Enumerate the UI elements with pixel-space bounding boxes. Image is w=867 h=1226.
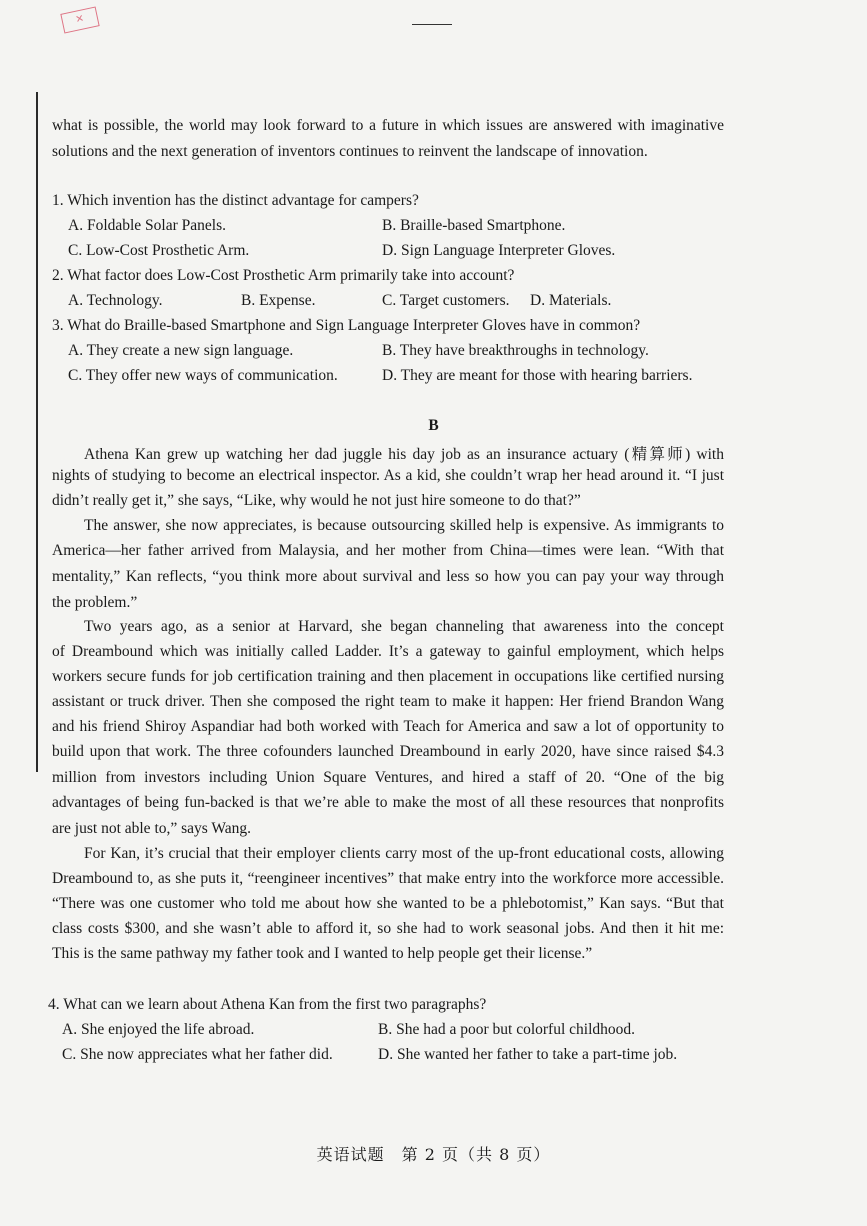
paragraph-line: mentality,” Kan reflects, “you think more about survival and less so how you can pay your way through bbox=[52, 568, 724, 585]
q4-option-a: A. She enjoyed the life abroad. bbox=[62, 1021, 255, 1038]
paragraph-line: million from investors including Union Square Ventures, and hired a staff of 20. “One of the big bbox=[52, 769, 724, 786]
paragraph-line: assistant or truck driver. Then she composed the right team to make it happen: Her friend Brandon Wang bbox=[52, 693, 724, 710]
q2-option-d: D. Materials. bbox=[530, 292, 612, 309]
q3-option-b: B. They have breakthroughs in technology. bbox=[382, 342, 649, 359]
question-2: 2. What factor does Low-Cost Prosthetic Arm primarily take into account? bbox=[52, 267, 515, 284]
q4-option-c: C. She now appreciates what her father did. bbox=[62, 1046, 333, 1063]
paragraph-line: advantages of being fun-backed is that we’re able to make the most of all these resources that nonprofits bbox=[52, 794, 724, 811]
q1-option-d: D. Sign Language Interpreter Gloves. bbox=[382, 242, 616, 259]
red-stamp-mark: ✕ bbox=[60, 6, 99, 33]
q1-option-b: B. Braille-based Smartphone. bbox=[382, 217, 566, 234]
question-4: 4. What can we learn about Athena Kan from the first two paragraphs? bbox=[48, 996, 487, 1013]
q4-option-b: B. She had a poor but colorful childhood. bbox=[378, 1021, 635, 1038]
paragraph-line: “There was one customer who told me about how she wanted to be a phlebotomist,” Kan says. “But that bbox=[52, 895, 724, 912]
section-heading: B bbox=[428, 417, 439, 434]
paragraph-line: The answer, she now appreciates, is because outsourcing skilled help is expensive. As immigrants to bbox=[84, 517, 724, 534]
paragraph-line: of Dreambound which was initially called Ladder. It’s a gateway to gainful employment, which helps bbox=[52, 643, 724, 660]
q2-option-b: B. Expense. bbox=[241, 292, 316, 309]
paragraph-line: and his friend Shiroy Aspandiar had both worked with Teach for America and saw a lot of opportunity to bbox=[52, 718, 724, 735]
paragraph-line: the problem.” bbox=[52, 594, 138, 611]
q3-option-d: D. They are meant for those with hearing barriers. bbox=[382, 367, 693, 384]
paragraph-line: Two years ago, as a senior at Harvard, she began channeling that awareness into the concept bbox=[84, 618, 724, 635]
q3-option-a: A. They create a new sign language. bbox=[68, 342, 294, 359]
paragraph-line: workers secure funds for job certification training and then placement in occupations like certified nursing bbox=[52, 668, 724, 685]
top-mark bbox=[412, 24, 452, 25]
question-3: 3. What do Braille-based Smartphone and Sign Language Interpreter Gloves have in common? bbox=[52, 317, 641, 334]
question-1: 1. Which invention has the distinct advantage for campers? bbox=[52, 192, 419, 209]
q1-option-a: A. Foldable Solar Panels. bbox=[68, 217, 226, 234]
q1-option-c: C. Low-Cost Prosthetic Arm. bbox=[68, 242, 250, 259]
q3-option-c: C. They offer new ways of communication. bbox=[68, 367, 338, 384]
paragraph-line: are just not able to,” says Wang. bbox=[52, 820, 252, 837]
paragraph-line: America—her father arrived from Malaysia, and her mother from China—times were lean. “With that bbox=[52, 542, 724, 559]
q2-option-a: A. Technology. bbox=[68, 292, 163, 309]
page-footer: 英语试题 第 2 页（共 8 页） bbox=[316, 1145, 551, 1164]
paragraph-line: nights of studying to become an electrical inspector. As a kid, she couldn’t wrap her head around it. “I just bbox=[52, 467, 724, 484]
q4-option-d: D. She wanted her father to take a part-time job. bbox=[378, 1046, 678, 1063]
intro-line: what is possible, the world may look forward to a future in which issues are answered with imaginative bbox=[52, 117, 724, 134]
paragraph-line: For Kan, it’s crucial that their employer clients carry most of the up-front educational costs, allowing bbox=[84, 845, 724, 862]
paragraph-line: This is the same pathway my father took and I wanted to help people get their license.” bbox=[52, 945, 593, 962]
intro-line: solutions and the next generation of inventors continues to reinvent the landscape of innovation. bbox=[52, 143, 648, 160]
paragraph-line: build upon that work. The three cofounders launched Dreambound in early 2020, have since raised $4.3 bbox=[52, 743, 724, 760]
paragraph-line: class costs $300, and she wasn’t able to afford it, so she had to work seasonal jobs. And then it hit me: bbox=[52, 920, 724, 937]
q2-option-c: C. Target customers. bbox=[382, 292, 510, 309]
paragraph-line: Dreambound to, as she puts it, “reengineer incentives” that make entry into the workforce more accessible. bbox=[52, 870, 724, 887]
paragraph-line: Athena Kan grew up watching her dad juggle his day job as an insurance actuary (精算师) with bbox=[84, 446, 724, 463]
paragraph-line: didn’t really get it,” she says, “Like, why would he not just hire someone to do that?” bbox=[52, 492, 581, 509]
